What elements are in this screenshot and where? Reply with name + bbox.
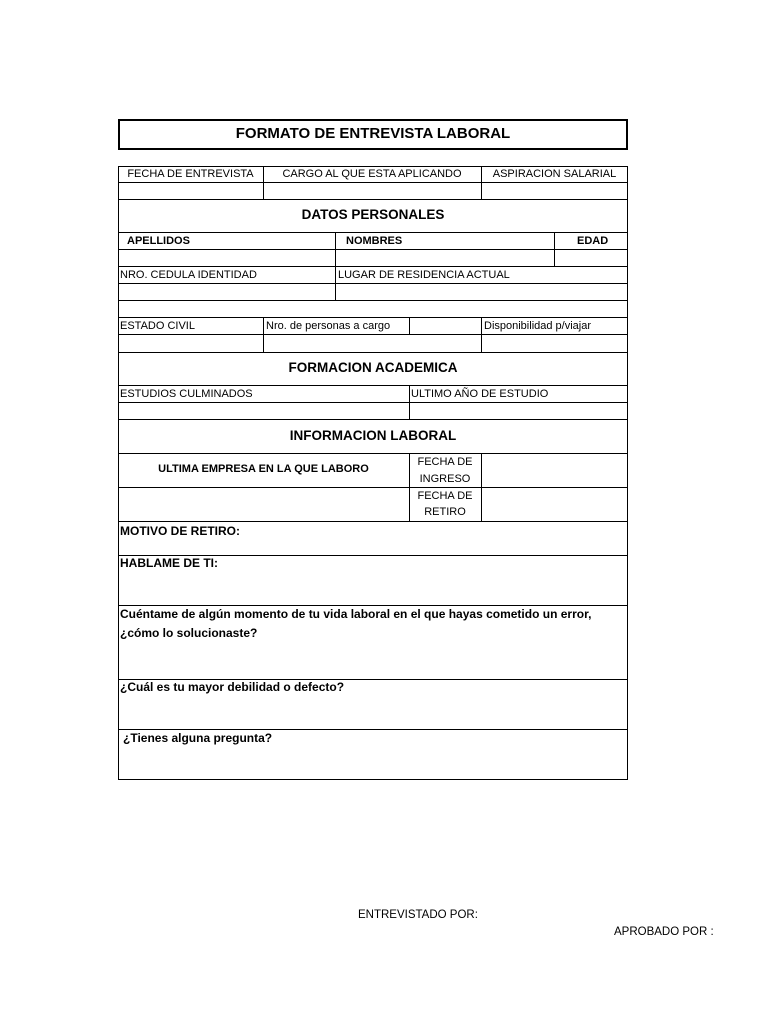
- error-answer-field[interactable]: [119, 645, 627, 678]
- fecha-entrevista-field[interactable]: [119, 183, 263, 199]
- estudios-field[interactable]: [119, 403, 409, 419]
- apellidos-field[interactable]: [119, 250, 335, 266]
- ultima-empresa-field[interactable]: [119, 488, 409, 521]
- informacion-laboral-heading: INFORMACION LABORAL: [289, 428, 457, 443]
- disponibilidad-label: Disponibilidad p/viajar: [484, 320, 592, 332]
- nombres-label: NOMBRES: [346, 235, 403, 247]
- error-question-line2: ¿cómo lo solucionaste?: [120, 626, 258, 640]
- residencia-label: LUGAR DE RESIDENCIA ACTUAL: [338, 269, 510, 281]
- aspiracion-label: ASPIRACION SALARIAL: [492, 168, 617, 180]
- estado-civil-field[interactable]: [119, 335, 263, 352]
- debilidad-question: ¿Cuál es tu mayor debilidad o defecto?: [120, 680, 345, 694]
- fecha-ingreso-field[interactable]: [482, 454, 627, 487]
- fecha-retiro-field[interactable]: [482, 488, 627, 521]
- nombres-field[interactable]: [336, 250, 554, 266]
- edad-label: EDAD: [577, 235, 609, 247]
- formacion-academica-heading: FORMACION ACADEMICA: [288, 360, 458, 375]
- apellidos-label: APELLIDOS: [127, 235, 190, 247]
- fecha-ingreso-label-line1: FECHA DE: [417, 456, 473, 468]
- estudios-label: ESTUDIOS CULMINADOS: [120, 388, 253, 400]
- aprobado-por-label: APROBADO POR :: [614, 926, 714, 938]
- fecha-entrevista-label: FECHA DE ENTREVISTA: [127, 168, 254, 180]
- aspiracion-field[interactable]: [482, 183, 627, 199]
- fecha-retiro-label-line2: RETIRO: [424, 506, 466, 518]
- cargo-label: CARGO AL QUE ESTA APLICANDO: [282, 168, 462, 180]
- residencia-field[interactable]: [336, 284, 627, 300]
- debilidad-answer-field[interactable]: [119, 698, 627, 729]
- cargo-field[interactable]: [264, 183, 481, 199]
- hablame-label: HABLAME DE TI:: [120, 556, 218, 570]
- hablame-field[interactable]: [119, 574, 627, 605]
- fecha-ingreso-label-line2: INGRESO: [419, 473, 471, 485]
- datos-personales-heading: DATOS PERSONALES: [301, 207, 445, 222]
- pregunta-answer-field[interactable]: [119, 749, 627, 779]
- ultimo-anio-label: ULTIMO AÑO DE ESTUDIO: [411, 388, 549, 400]
- pregunta-question: ¿Tienes alguna pregunta?: [123, 731, 273, 745]
- cedula-label: NRO. CEDULA IDENTIDAD: [120, 269, 257, 281]
- entrevistado-por-label: ENTREVISTADO POR:: [358, 909, 478, 921]
- fecha-retiro-label-line1: FECHA DE: [417, 490, 473, 502]
- error-question-line1: Cuéntame de algún momento de tu vida laboral en el que hayas cometido un error,: [120, 607, 592, 621]
- ultimo-anio-field[interactable]: [410, 403, 627, 419]
- personas-cargo-value-field[interactable]: [264, 335, 481, 352]
- estado-civil-label: ESTADO CIVIL: [120, 320, 195, 332]
- personas-cargo-label: Nro. de personas a cargo: [266, 320, 391, 332]
- cedula-field[interactable]: [119, 284, 335, 300]
- form-title: FORMATO DE ENTREVISTA LABORAL: [235, 125, 511, 142]
- motivo-retiro-field[interactable]: [260, 522, 627, 554]
- motivo-retiro-label: MOTIVO DE RETIRO:: [120, 524, 240, 538]
- edad-field[interactable]: [555, 250, 627, 266]
- disponibilidad-field[interactable]: [482, 335, 627, 352]
- personas-cargo-field[interactable]: [410, 318, 481, 334]
- ultima-empresa-label: ULTIMA EMPRESA EN LA QUE LABORO: [158, 463, 369, 475]
